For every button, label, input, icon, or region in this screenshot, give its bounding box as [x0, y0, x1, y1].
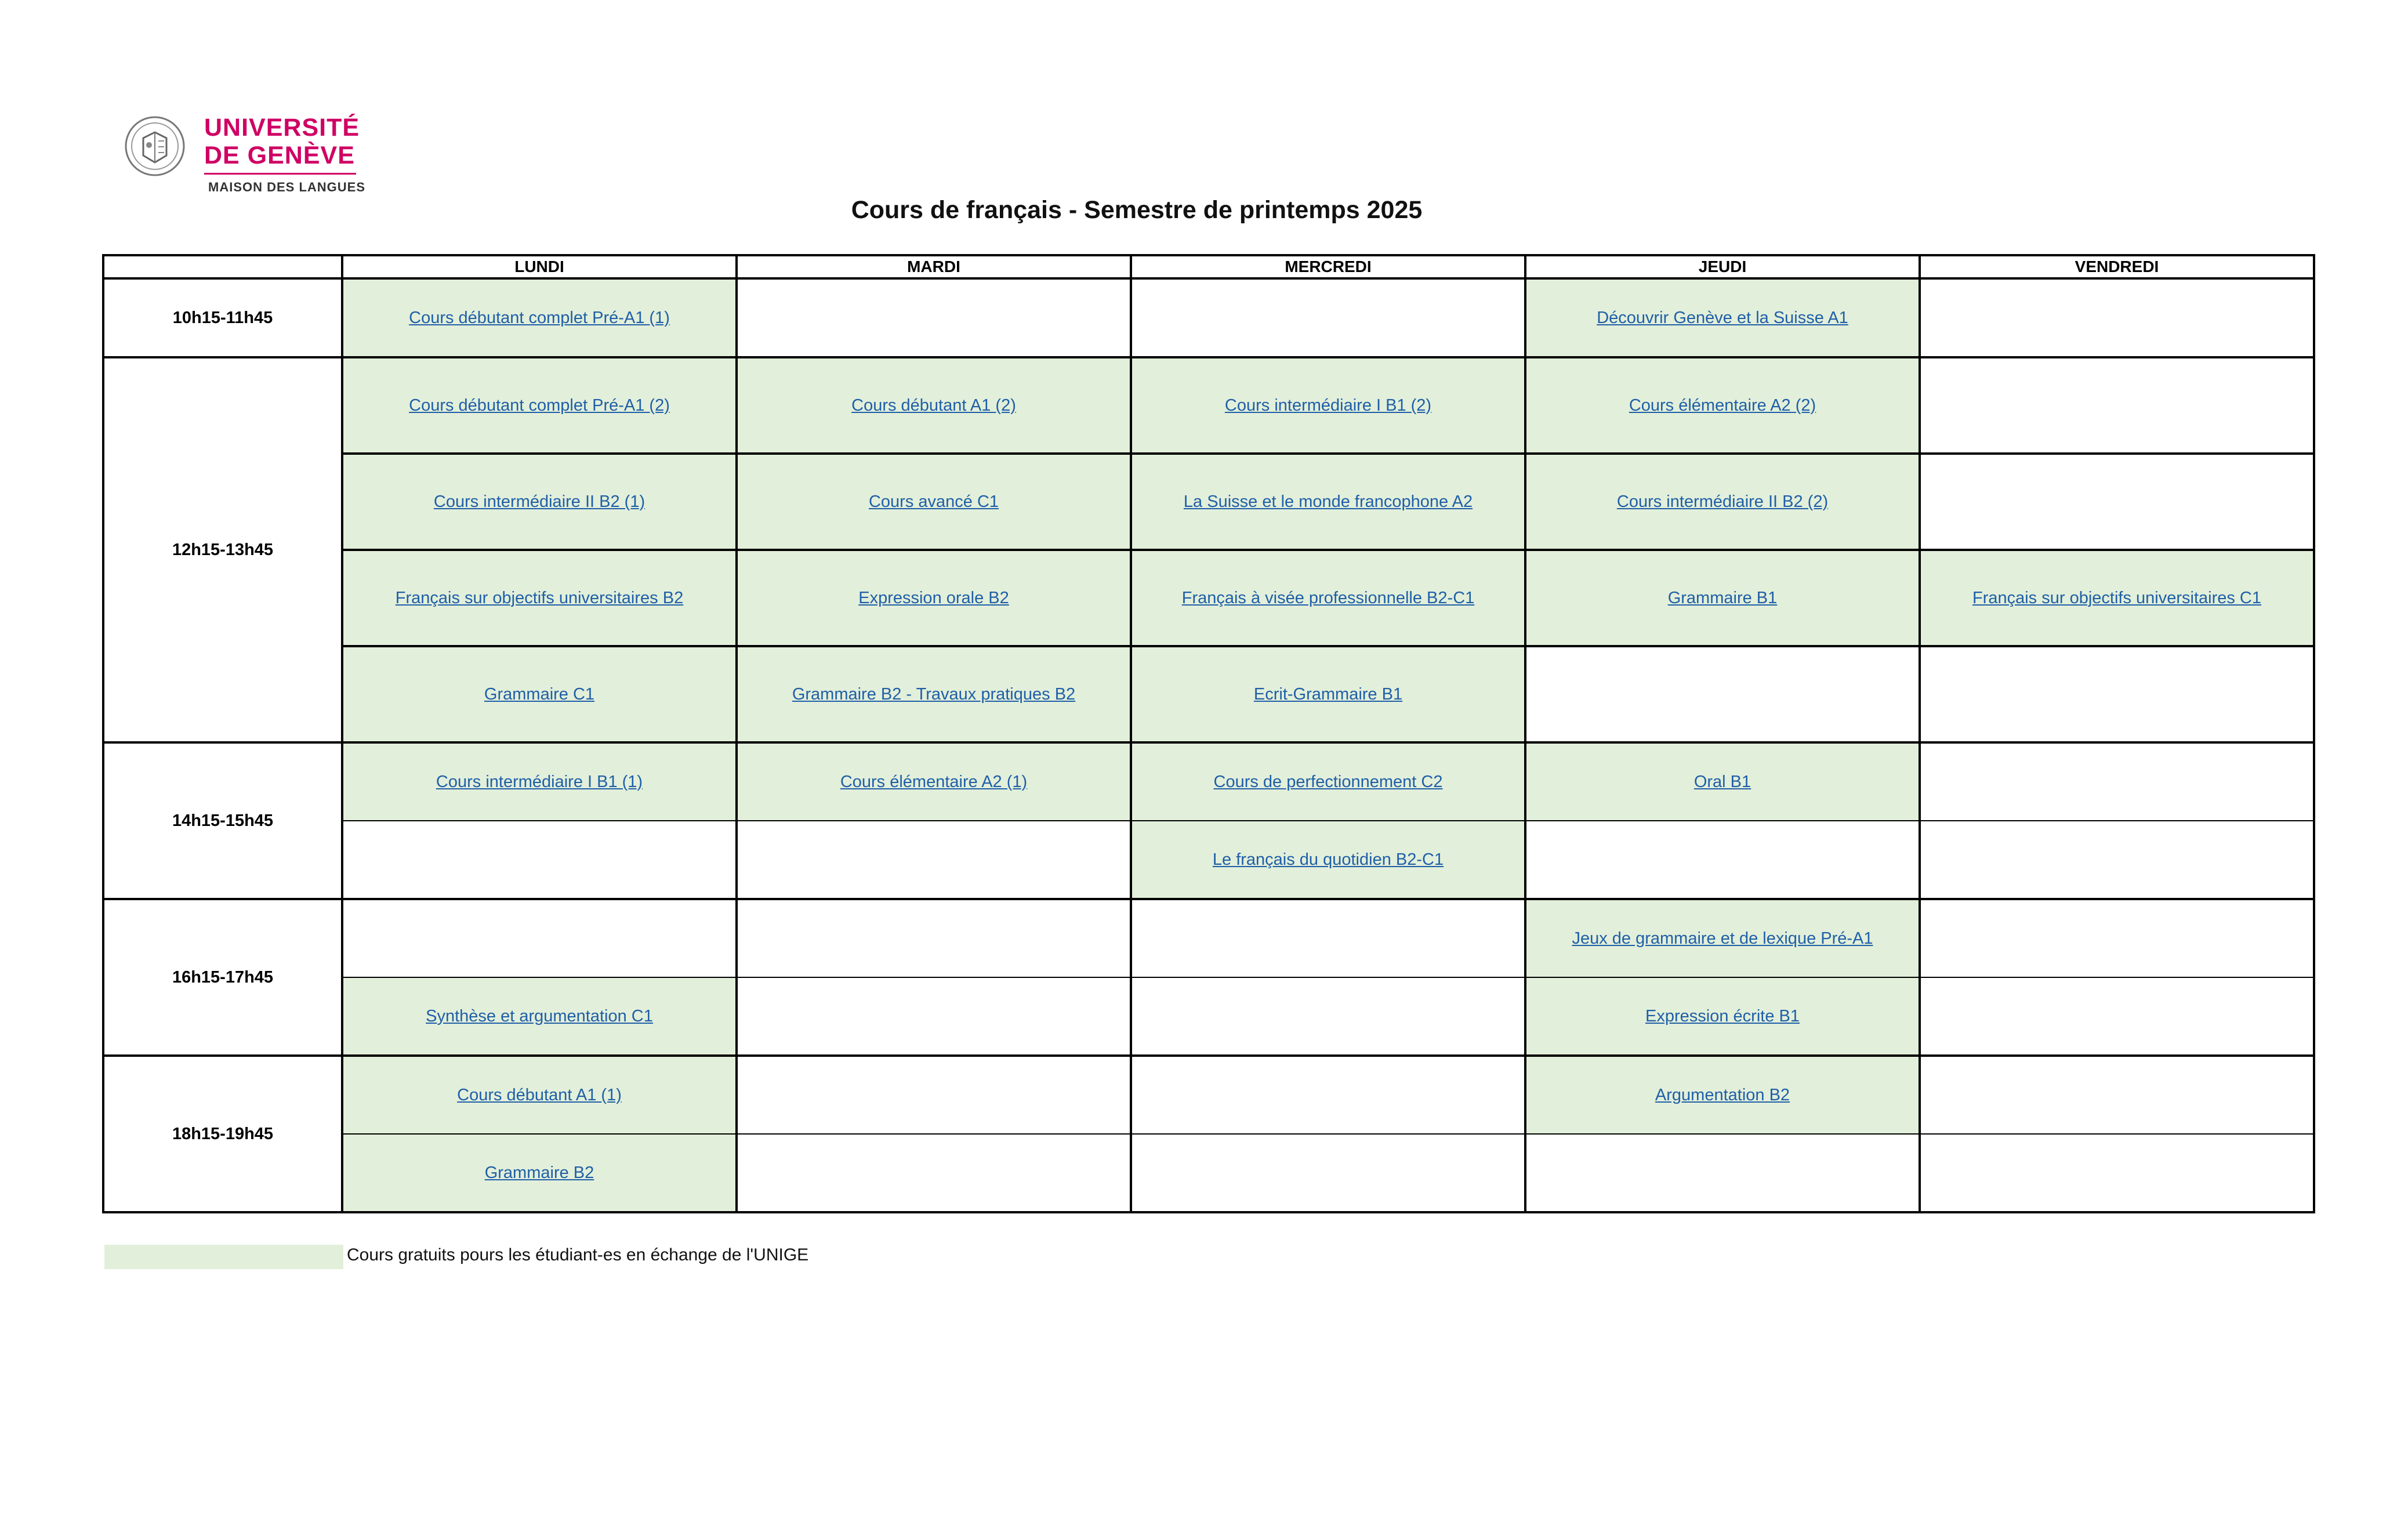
empty-cell — [737, 977, 1131, 1056]
empty-cell — [1131, 977, 1525, 1056]
course-link[interactable]: Cours élémentaire A2 (1) — [840, 772, 1028, 791]
course-cell[interactable] — [342, 646, 737, 742]
course-link[interactable]: Grammaire B2 - Travaux pratiques B2 — [792, 684, 1076, 704]
course-cell[interactable] — [737, 357, 1131, 454]
empty-cell — [342, 821, 737, 899]
course-link[interactable]: Cours de perfectionnement C2 — [1213, 772, 1443, 791]
empty-cell — [1920, 977, 2314, 1056]
empty-cell — [1920, 742, 2314, 821]
course-cell[interactable] — [342, 278, 737, 357]
empty-cell — [1131, 1134, 1525, 1212]
course-cell[interactable] — [342, 1056, 737, 1134]
course-cell[interactable] — [342, 550, 737, 646]
empty-cell — [1920, 899, 2314, 977]
course-cell[interactable] — [1525, 977, 1920, 1056]
logo-line1: UNIVERSITÉ — [204, 114, 360, 142]
course-link[interactable]: Oral B1 — [1693, 772, 1751, 791]
day-header-vendredi: VENDREDI — [1920, 255, 2314, 278]
course-link[interactable]: Cours débutant A1 (2) — [851, 396, 1016, 415]
empty-cell — [1920, 1056, 2314, 1134]
schedule-row — [103, 1134, 2314, 1212]
course-cell[interactable] — [342, 357, 737, 454]
day-header-jeudi: JEUDI — [1525, 255, 1920, 278]
empty-cell — [737, 278, 1131, 357]
schedule-row — [103, 646, 2314, 742]
empty-cell — [1920, 821, 2314, 899]
logo-rule — [204, 173, 356, 175]
course-link[interactable]: Jeux de grammaire et de lexique Pré-A1 — [1572, 929, 1873, 948]
course-link[interactable]: Synthèse et argumentation C1 — [426, 1006, 653, 1025]
empty-cell — [1920, 278, 2314, 357]
course-link[interactable]: Découvrir Genève et la Suisse A1 — [1597, 308, 1848, 327]
course-link[interactable]: Français à visée professionnelle B2-C1 — [1181, 588, 1475, 607]
page-title: Cours de français - Semestre de printemps 2025 — [851, 196, 1423, 224]
empty-cell — [1525, 646, 1920, 742]
schedule-row — [103, 977, 2314, 1056]
course-cell[interactable] — [1525, 278, 1920, 357]
course-link[interactable]: Cours débutant complet Pré-A1 (2) — [409, 396, 670, 415]
schedule-row — [103, 899, 2314, 977]
course-cell[interactable] — [1131, 742, 1525, 821]
logo-line2: DE GENÈVE — [204, 142, 355, 169]
course-cell[interactable] — [1131, 646, 1525, 742]
course-link[interactable]: Cours avancé C1 — [868, 492, 999, 511]
course-cell[interactable] — [1525, 357, 1920, 454]
legend-swatch — [104, 1245, 343, 1269]
day-header-lundi: LUNDI — [342, 255, 737, 278]
course-link[interactable]: La Suisse et le monde francophone A2 — [1183, 492, 1473, 511]
course-cell[interactable] — [1920, 550, 2314, 646]
course-link[interactable]: Cours débutant complet Pré-A1 (1) — [409, 308, 670, 327]
day-header-mardi: MARDI — [737, 255, 1131, 278]
course-cell[interactable] — [342, 977, 737, 1056]
course-cell[interactable] — [1131, 357, 1525, 454]
day-header-mercredi: MERCREDI — [1131, 255, 1525, 278]
course-cell[interactable] — [1525, 742, 1920, 821]
course-cell[interactable] — [1525, 550, 1920, 646]
course-link[interactable]: Grammaire C1 — [484, 684, 595, 704]
schedule-row — [103, 454, 2314, 550]
time-slot-label: 12h15-13h45 — [103, 357, 342, 742]
time-slot-label: 16h15-17h45 — [103, 899, 342, 1056]
course-cell[interactable] — [342, 454, 737, 550]
empty-cell — [737, 899, 1131, 977]
course-cell[interactable] — [737, 646, 1131, 742]
university-logo — [120, 111, 387, 198]
empty-cell — [1131, 278, 1525, 357]
course-cell[interactable] — [1525, 1056, 1920, 1134]
course-link[interactable]: Grammaire B2 — [484, 1163, 594, 1182]
logo-subtitle: MAISON DES LANGUES — [208, 180, 366, 194]
schedule-row — [103, 357, 2314, 454]
empty-cell — [737, 1056, 1131, 1134]
course-cell[interactable] — [1131, 550, 1525, 646]
legend-text: Cours gratuits pours les étudiant-es en échange de l'UNIGE — [347, 1245, 809, 1264]
course-link[interactable]: Ecrit-Grammaire B1 — [1253, 684, 1403, 704]
course-link[interactable]: Français sur objectifs universitaires C1 — [1972, 588, 2261, 607]
course-link[interactable]: Cours intermédiaire II B2 (1) — [433, 492, 645, 511]
course-link[interactable]: Cours intermédiaire I B1 (1) — [436, 772, 643, 791]
empty-cell — [737, 1134, 1131, 1212]
course-link[interactable]: Le français du quotidien B2-C1 — [1212, 850, 1444, 869]
course-link[interactable]: Expression écrite B1 — [1645, 1006, 1800, 1025]
schedule-row — [103, 742, 2314, 821]
course-link[interactable]: Argumentation B2 — [1655, 1085, 1790, 1104]
empty-cell — [1525, 1134, 1920, 1212]
course-link[interactable]: Cours élémentaire A2 (2) — [1629, 396, 1816, 415]
header-row — [103, 255, 2314, 278]
course-link[interactable]: Français sur objectifs universitaires B2 — [395, 588, 684, 607]
course-cell[interactable] — [342, 1134, 737, 1212]
course-link[interactable]: Cours débutant A1 (1) — [457, 1085, 622, 1104]
empty-cell — [1131, 1056, 1525, 1134]
course-cell[interactable] — [1525, 899, 1920, 977]
schedule-row — [103, 1056, 2314, 1134]
schedule-row — [103, 821, 2314, 899]
course-cell[interactable] — [1131, 454, 1525, 550]
course-cell[interactable] — [737, 454, 1131, 550]
time-slot-label: 10h15-11h45 — [103, 278, 342, 357]
university-seal-icon — [120, 115, 194, 177]
course-cell[interactable] — [1131, 821, 1525, 899]
course-cell[interactable] — [737, 742, 1131, 821]
course-link[interactable]: Grammaire B1 — [1667, 588, 1778, 607]
course-link[interactable]: Expression orale B2 — [858, 588, 1009, 607]
schedule-row — [103, 550, 2314, 646]
empty-cell — [342, 899, 737, 977]
course-cell[interactable] — [1525, 454, 1920, 550]
course-cell[interactable] — [342, 742, 737, 821]
empty-cell — [1920, 357, 2314, 454]
empty-cell — [1525, 821, 1920, 899]
course-link[interactable]: Cours intermédiaire I B1 (2) — [1224, 396, 1432, 415]
empty-cell — [1131, 899, 1525, 977]
course-link[interactable]: Cours intermédiaire II B2 (2) — [1616, 492, 1829, 511]
empty-cell — [1920, 1134, 2314, 1212]
time-slot-label: 18h15-19h45 — [103, 1056, 342, 1212]
schedule-row — [103, 278, 2314, 357]
empty-cell — [737, 821, 1131, 899]
time-slot-label: 14h15-15h45 — [103, 742, 342, 899]
course-cell[interactable] — [737, 550, 1131, 646]
empty-cell — [1920, 454, 2314, 550]
empty-cell — [1920, 646, 2314, 742]
schedule-table — [102, 254, 2315, 1213]
corner-cell — [103, 255, 342, 278]
